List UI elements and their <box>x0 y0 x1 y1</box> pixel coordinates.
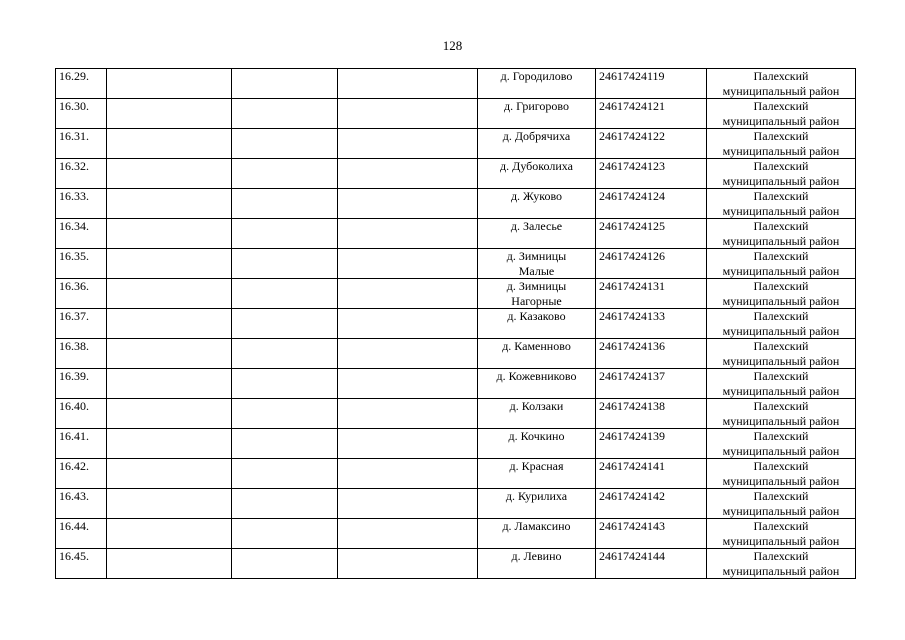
oktmo-code-cell: 24617424142 <box>596 489 707 519</box>
table-row <box>56 219 856 249</box>
settlement-name-cell: д. Ламаксино <box>478 519 596 549</box>
settlement-name-cell: д. Казаково <box>478 309 596 339</box>
table-row <box>56 249 856 279</box>
empty-cell <box>338 489 478 519</box>
empty-cell <box>338 279 478 309</box>
settlement-name-cell: д. Курилиха <box>478 489 596 519</box>
oktmo-code-cell: 24617424137 <box>596 369 707 399</box>
empty-cell <box>338 249 478 279</box>
settlement-name-cell: д. Городилово <box>478 69 596 99</box>
empty-cell <box>232 339 338 369</box>
table-row <box>56 519 856 549</box>
district-cell: Палехский муниципальный район <box>707 99 856 129</box>
table-row <box>56 399 856 429</box>
oktmo-code-cell: 24617424141 <box>596 459 707 489</box>
oktmo-code-cell: 24617424122 <box>596 129 707 159</box>
empty-cell <box>107 159 232 189</box>
row-number-cell: 16.43. <box>56 489 107 519</box>
empty-cell <box>338 189 478 219</box>
row-number-cell: 16.29. <box>56 69 107 99</box>
table-row <box>56 369 856 399</box>
empty-cell <box>338 519 478 549</box>
oktmo-code-cell: 24617424144 <box>596 549 707 579</box>
row-number-cell: 16.35. <box>56 249 107 279</box>
row-number-cell: 16.37. <box>56 309 107 339</box>
table-body <box>56 69 856 579</box>
oktmo-code-cell: 24617424123 <box>596 159 707 189</box>
oktmo-code-cell: 24617424126 <box>596 249 707 279</box>
oktmo-code-cell: 24617424143 <box>596 519 707 549</box>
oktmo-code-cell: 24617424133 <box>596 309 707 339</box>
row-number-cell: 16.44. <box>56 519 107 549</box>
oktmo-code-cell: 24617424125 <box>596 219 707 249</box>
district-cell: Палехский муниципальный район <box>707 369 856 399</box>
empty-cell <box>338 399 478 429</box>
oktmo-code-cell: 24617424131 <box>596 279 707 309</box>
district-cell: Палехский муниципальный район <box>707 399 856 429</box>
empty-cell <box>232 69 338 99</box>
oktmo-code-cell: 24617424124 <box>596 189 707 219</box>
empty-cell <box>232 129 338 159</box>
page-number: 128 <box>442 38 463 53</box>
empty-cell <box>338 69 478 99</box>
empty-cell <box>107 219 232 249</box>
empty-cell <box>338 429 478 459</box>
table-row <box>56 429 856 459</box>
district-cell: Палехский муниципальный район <box>707 279 856 309</box>
row-number-cell: 16.30. <box>56 99 107 129</box>
settlement-name-cell: д. Колзаки <box>478 399 596 429</box>
oktmo-code-cell: 24617424119 <box>596 69 707 99</box>
empty-cell <box>232 279 338 309</box>
district-cell: Палехский муниципальный район <box>707 69 856 99</box>
settlement-name-cell: д. Жуково <box>478 189 596 219</box>
table-row <box>56 129 856 159</box>
table-row <box>56 279 856 309</box>
empty-cell <box>107 309 232 339</box>
empty-cell <box>107 549 232 579</box>
empty-cell <box>107 459 232 489</box>
oktmo-code-cell: 24617424139 <box>596 429 707 459</box>
empty-cell <box>107 399 232 429</box>
settlement-name-cell: д. Залесье <box>478 219 596 249</box>
district-cell: Палехский муниципальный район <box>707 159 856 189</box>
district-cell: Палехский муниципальный район <box>707 459 856 489</box>
district-cell: Палехский муниципальный район <box>707 219 856 249</box>
settlement-name-cell: д. Дубоколиха <box>478 159 596 189</box>
district-cell: Палехский муниципальный район <box>707 519 856 549</box>
empty-cell <box>338 369 478 399</box>
table-row <box>56 459 856 489</box>
settlement-name-cell: д. Григорово <box>478 99 596 129</box>
empty-cell <box>107 369 232 399</box>
row-number-cell: 16.41. <box>56 429 107 459</box>
row-number-cell: 16.32. <box>56 159 107 189</box>
empty-cell <box>232 489 338 519</box>
district-cell: Палехский муниципальный район <box>707 249 856 279</box>
row-number-cell: 16.31. <box>56 129 107 159</box>
row-number-cell: 16.45. <box>56 549 107 579</box>
empty-cell <box>107 489 232 519</box>
table-row <box>56 309 856 339</box>
empty-cell <box>338 129 478 159</box>
row-number-cell: 16.40. <box>56 399 107 429</box>
empty-cell <box>107 129 232 159</box>
table-row <box>56 99 856 129</box>
oktmo-code-cell: 24617424136 <box>596 339 707 369</box>
empty-cell <box>232 399 338 429</box>
table-row <box>56 69 856 99</box>
empty-cell <box>338 459 478 489</box>
empty-cell <box>107 69 232 99</box>
district-cell: Палехский муниципальный район <box>707 189 856 219</box>
settlement-name-cell: д. Каменново <box>478 339 596 369</box>
table-row <box>56 189 856 219</box>
settlements-table <box>55 68 856 579</box>
row-number-cell: 16.38. <box>56 339 107 369</box>
settlement-name-cell: д. Красная <box>478 459 596 489</box>
empty-cell <box>232 189 338 219</box>
empty-cell <box>338 99 478 129</box>
empty-cell <box>338 339 478 369</box>
empty-cell <box>232 369 338 399</box>
empty-cell <box>232 519 338 549</box>
table-row <box>56 159 856 189</box>
empty-cell <box>338 219 478 249</box>
empty-cell <box>232 249 338 279</box>
empty-cell <box>338 309 478 339</box>
empty-cell <box>232 309 338 339</box>
settlement-name-cell: д. Зимницы Малые <box>478 249 596 279</box>
empty-cell <box>338 549 478 579</box>
empty-cell <box>232 219 338 249</box>
empty-cell <box>107 279 232 309</box>
empty-cell <box>107 339 232 369</box>
district-cell: Палехский муниципальный район <box>707 489 856 519</box>
settlement-name-cell: д. Левино <box>478 549 596 579</box>
oktmo-code-cell: 24617424121 <box>596 99 707 129</box>
district-cell: Палехский муниципальный район <box>707 549 856 579</box>
district-cell: Палехский муниципальный район <box>707 429 856 459</box>
empty-cell <box>232 549 338 579</box>
settlement-name-cell: д. Кочкино <box>478 429 596 459</box>
table-row <box>56 489 856 519</box>
district-cell: Палехский муниципальный район <box>707 339 856 369</box>
empty-cell <box>338 159 478 189</box>
table-row <box>56 549 856 579</box>
empty-cell <box>232 429 338 459</box>
empty-cell <box>107 429 232 459</box>
row-number-cell: 16.36. <box>56 279 107 309</box>
empty-cell <box>107 249 232 279</box>
row-number-cell: 16.42. <box>56 459 107 489</box>
row-number-cell: 16.34. <box>56 219 107 249</box>
empty-cell <box>107 99 232 129</box>
district-cell: Палехский муниципальный район <box>707 309 856 339</box>
row-number-cell: 16.39. <box>56 369 107 399</box>
empty-cell <box>232 159 338 189</box>
empty-cell <box>107 189 232 219</box>
empty-cell <box>232 99 338 129</box>
settlement-name-cell: д. Зимницы Нагорные <box>478 279 596 309</box>
table-row <box>56 339 856 369</box>
row-number-cell: 16.33. <box>56 189 107 219</box>
empty-cell <box>107 519 232 549</box>
oktmo-code-cell: 24617424138 <box>596 399 707 429</box>
district-cell: Палехский муниципальный район <box>707 129 856 159</box>
empty-cell <box>232 459 338 489</box>
settlement-name-cell: д. Кожевниково <box>478 369 596 399</box>
settlement-name-cell: д. Добрячиха <box>478 129 596 159</box>
